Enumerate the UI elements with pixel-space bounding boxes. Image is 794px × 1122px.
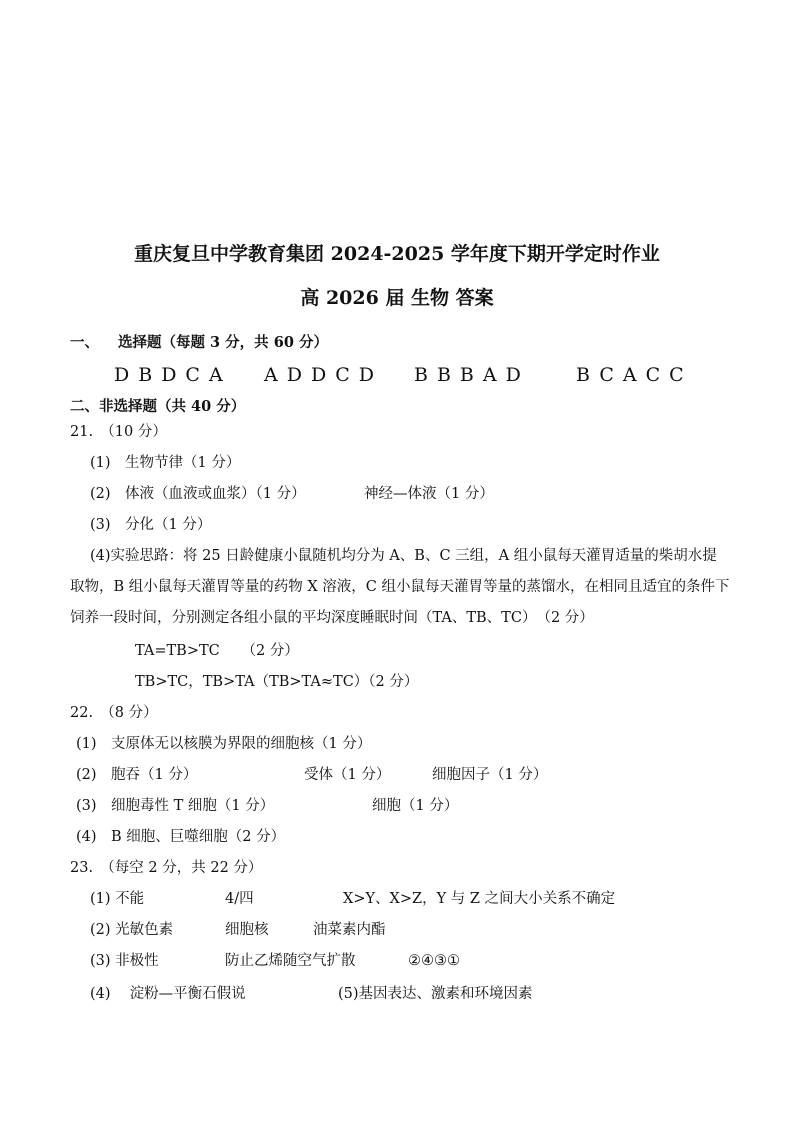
q23-part5: (5)基因表达、激素和环境因素 xyxy=(338,986,533,1002)
q23-part3a: (3) 非极性 xyxy=(90,953,159,969)
answer-group-2: ADDCD xyxy=(264,364,383,386)
q21-result1: TA=TB>TC （2 分） xyxy=(135,643,299,659)
q22-part1: (1) 支原体无以核膜为界限的细胞核（1 分） xyxy=(76,736,372,752)
q22-part3a: (3) 细胞毒性 T 细胞（1 分） xyxy=(76,798,275,814)
q23-part2c: 油菜素内酯 xyxy=(313,922,386,938)
q23-part1c: X>Y、X>Z，Y 与 Z 之间大小关系不确定 xyxy=(343,891,616,907)
answer-group-4: BCACC xyxy=(576,364,693,386)
q22-part3b: 细胞（1 分） xyxy=(372,798,459,814)
q23-part2a: (2) 光敏色素 xyxy=(90,922,174,938)
section1-label: 选择题（每题 3 分，共 60 分） xyxy=(118,334,328,351)
q21-part2a: (2) 体液（血液或血浆）（1 分） xyxy=(90,486,306,502)
q23-part1a: (1) 不能 xyxy=(90,891,145,907)
q23-part3c: ②④③① xyxy=(408,953,460,969)
q22-part2c: 细胞因子（1 分） xyxy=(432,767,548,783)
q22-part2b: 受体（1 分） xyxy=(304,767,391,783)
page-subtitle: 高 2026 届 生物 答案 xyxy=(300,287,494,309)
q23-heading: 23. （每空 2 分，共 22 分） xyxy=(70,860,263,876)
q21-part4-experiment: (4)实验思路：将 25 日龄健康小鼠随机均分为 A、B、C 三组，A 组小鼠每天灌胃适量的柴胡水提取物，B 组小鼠每天灌胃等量的药物 X 溶液，C 组小鼠每天灌胃等量的蒸馏水，在相同且适宜的条件下饲养一段时间，分别测定各组小鼠的平均深度睡眠时间（TA、TB、TC） （2 分） xyxy=(70,548,730,626)
q21-part3: (3) 分化（1 分） xyxy=(90,517,212,533)
q22-part2a: (2) 胞吞（1 分） xyxy=(76,767,198,783)
q21-part2b: 神经—体液（1 分） xyxy=(364,486,494,502)
q23-part4: (4) 淀粉—平衡石假说 xyxy=(90,986,246,1002)
q22-heading: 22. （8 分） xyxy=(70,705,158,721)
q23-part3b: 防止乙烯随空气扩散 xyxy=(225,953,356,969)
q21-result2: TB>TC，TB>TA（TB>TA≈TC）（2 分） xyxy=(135,674,419,690)
section2-label: 二、非选择题（共 40 分） xyxy=(70,398,246,415)
q23-part2b: 细胞核 xyxy=(225,922,269,938)
section1-number: 一、 xyxy=(70,334,99,351)
q23-part1b: 4/四 xyxy=(225,891,254,907)
page-title: 重庆复旦中学教育集团 2024-2025 学年度下期开学定时作业 xyxy=(134,243,660,265)
answer-group-3: BBBAD xyxy=(414,364,530,386)
answer-group-1: DBDCA xyxy=(114,364,232,386)
q21-part1: (1) 生物节律（1 分） xyxy=(90,455,241,471)
q21-heading: 21. （10 分） xyxy=(70,424,167,440)
q22-part4: (4) B 细胞、巨噬细胞（2 分） xyxy=(76,829,286,845)
